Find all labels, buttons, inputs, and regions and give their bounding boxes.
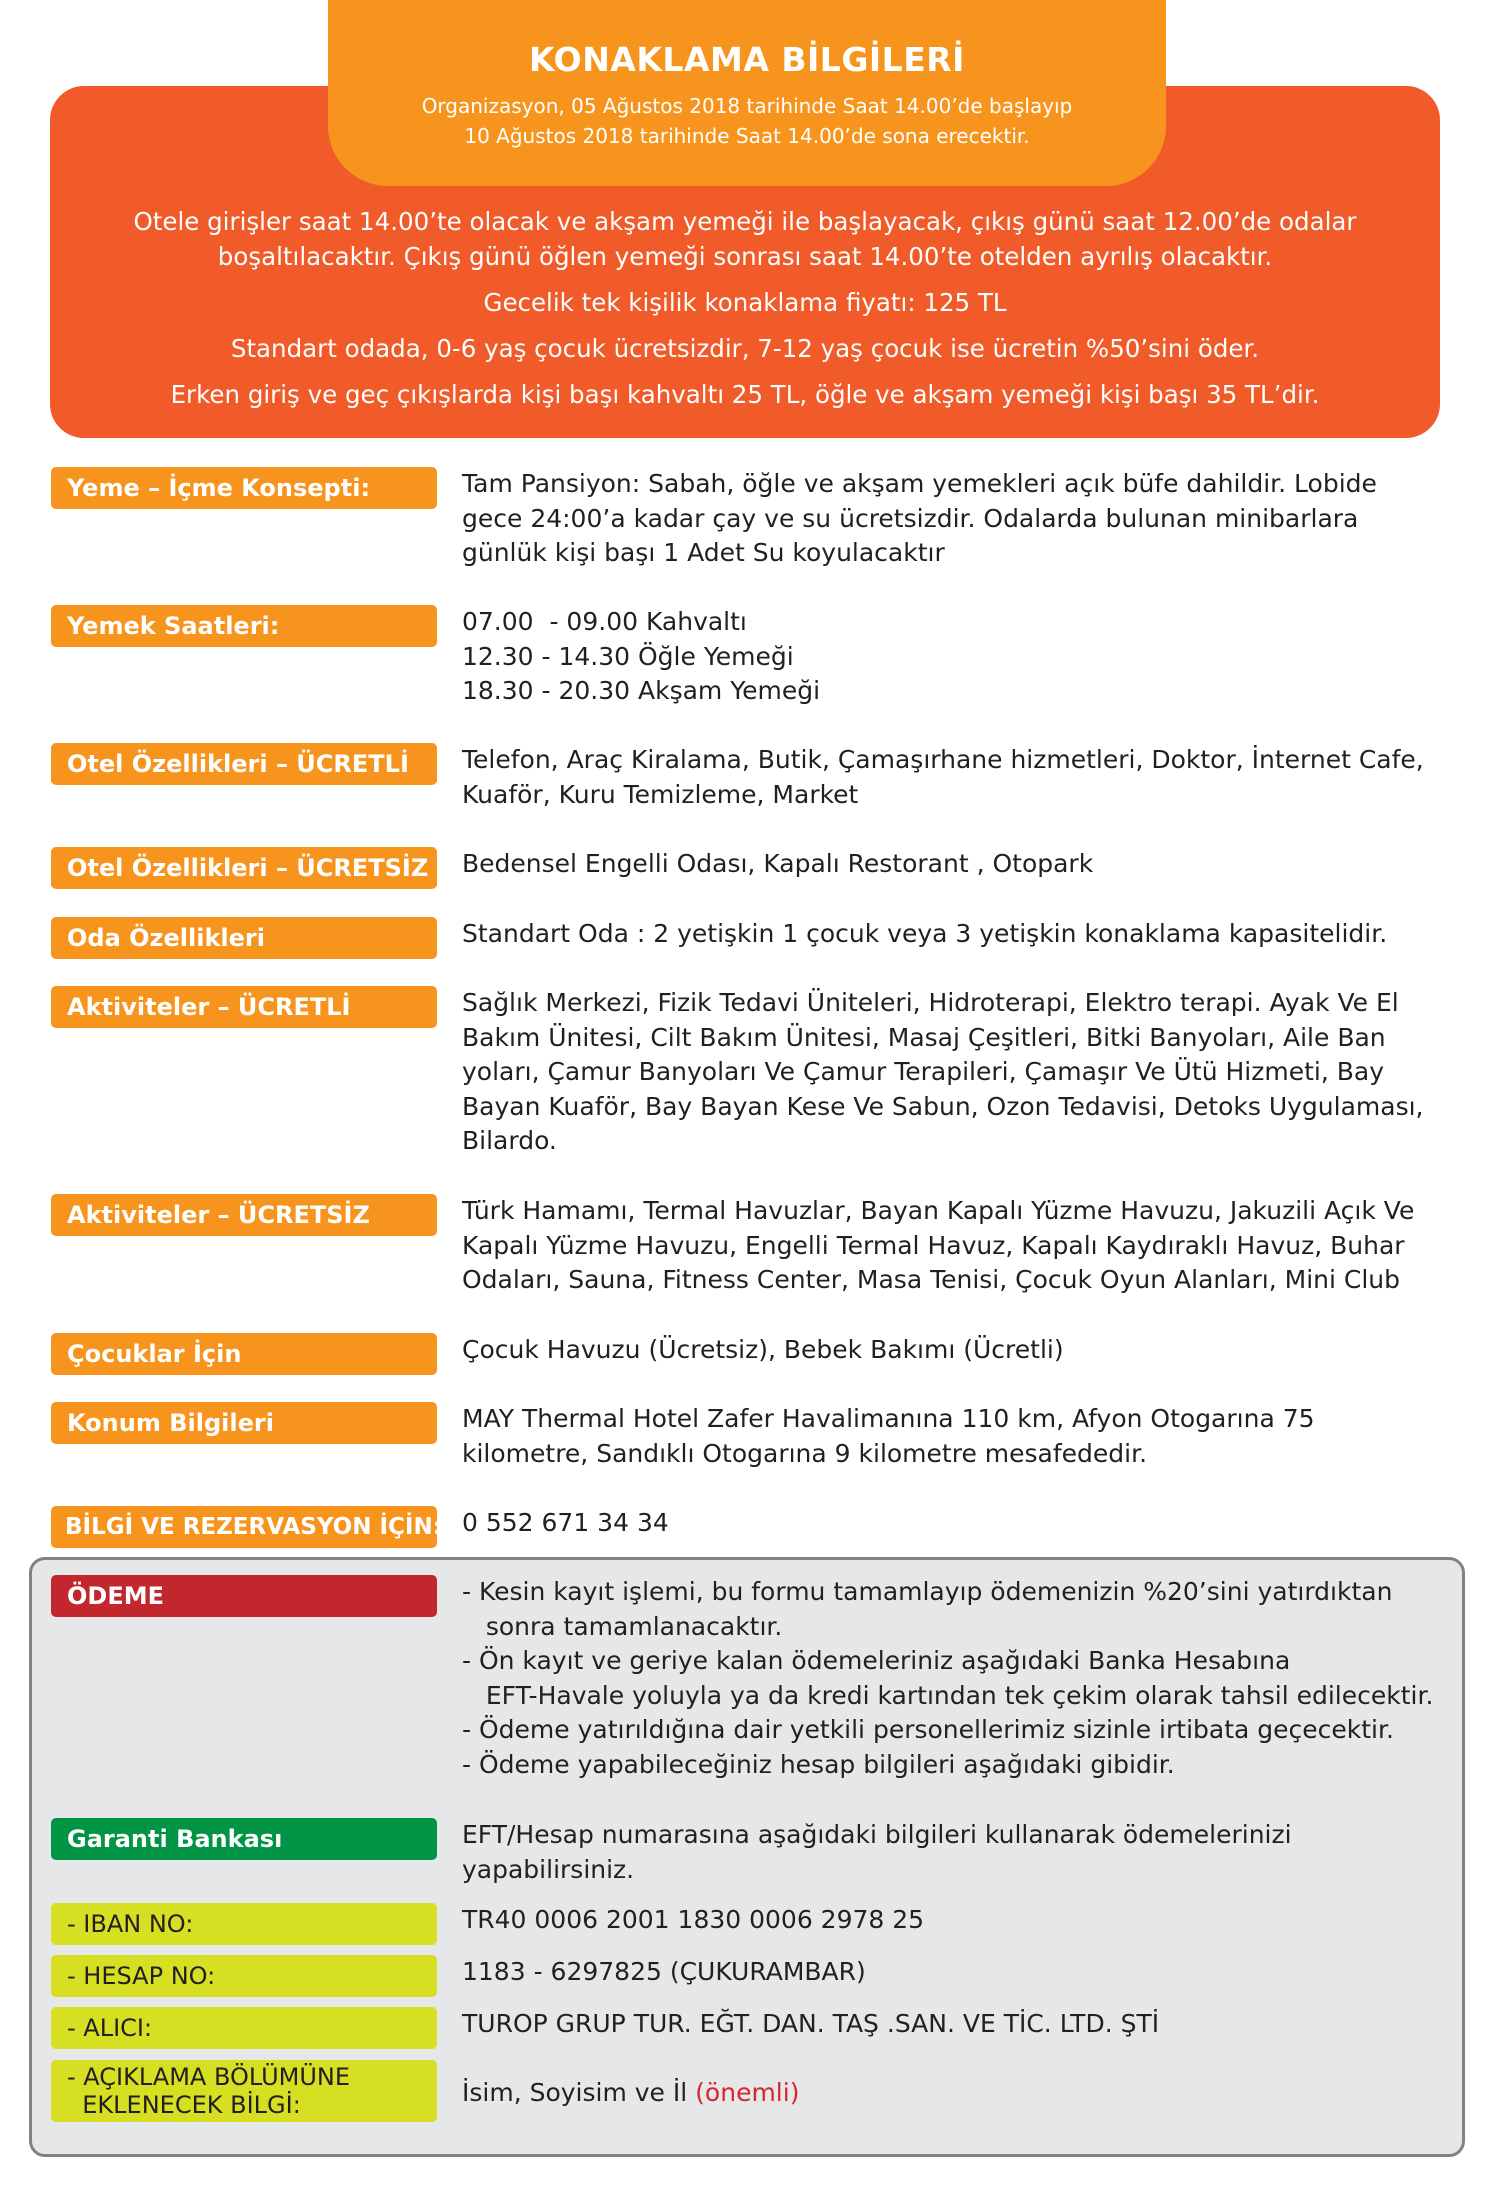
notice-price: Gecelik tek kişilik konaklama fiyatı: 125 TL bbox=[483, 288, 1007, 317]
row-content bbox=[462, 986, 1447, 1159]
content-line: Bedensel Engelli Odası, Kapalı Restorant , Otopark bbox=[462, 849, 1094, 878]
row-label: Aktiviteler – ÜCRETSİZ bbox=[51, 1194, 437, 1236]
content-line: Tam Pansiyon: Sabah, öğle ve akşam yemekleri açık büfe dahildir. Lobide bbox=[462, 469, 1377, 498]
content-line: 0 552 671 34 34 bbox=[462, 1508, 669, 1537]
description-content bbox=[462, 2076, 1447, 2111]
content-line: 12.30 - 14.30 Öğle Yemeği bbox=[462, 641, 794, 671]
bank-content bbox=[462, 1818, 1447, 1887]
row-label: Oda Özellikleri bbox=[51, 917, 437, 959]
description-label bbox=[51, 2060, 437, 2122]
header-subtitle-line: 10 Ağustos 2018 tarihinde Saat 14.00’de sona erecektir. bbox=[464, 124, 1030, 148]
row-label: Otel Özellikleri – ÜCRETLİ bbox=[51, 743, 437, 785]
row-content bbox=[462, 917, 1447, 952]
content-line: yapabilirsiniz. bbox=[462, 1854, 635, 1884]
row-label: Konum Bilgileri bbox=[51, 1402, 437, 1444]
content-line: 1183 - 6297825 (ÇUKURAMBAR) bbox=[462, 1957, 866, 1986]
description-note: (önemli) bbox=[695, 2078, 800, 2107]
content-line: Odaları, Sauna, Fitness Center, Masa Tenisi, Çocuk Oyun Alanları, Mini Club bbox=[462, 1265, 1400, 1294]
content-line: Bakım Ünitesi, Cilt Bakım Ünitesi, Masaj Çeşitleri, Bitki Banyoları, Aile Ban bbox=[462, 1022, 1386, 1052]
row-content bbox=[462, 743, 1447, 812]
content-line: Sağlık Merkezi, Fizik Tedavi Üniteleri, Hidroterapi, Elektro terapi. Ayak Ve El bbox=[462, 988, 1399, 1017]
row-label: Yeme – İçme Konsepti: bbox=[51, 467, 437, 509]
row-content bbox=[462, 847, 1447, 882]
content-line: 18.30 - 20.30 Akşam Yemeği bbox=[462, 676, 821, 705]
description-label-line: EKLENECEK BİLGİ: bbox=[67, 2091, 301, 2119]
content-line: - Ön kayıt ve geriye kalan ödemeleriniz aşağıdaki Banka Hesabına bbox=[462, 1646, 1291, 1675]
content-line: Telefon, Araç Kiralama, Butik, Çamaşırhane hizmetleri, Doktor, İnternet Cafe, bbox=[462, 745, 1424, 774]
content-line: kilometre, Sandıklı Otogarına 9 kilometre mesafededir. bbox=[462, 1438, 1148, 1468]
header-tab bbox=[328, 0, 1166, 186]
account-number-value bbox=[462, 1955, 1447, 1990]
content-line: Kuaför, Kuru Temizleme, Market bbox=[462, 779, 859, 809]
content-line: sonra tamamlanacaktır. bbox=[462, 1611, 783, 1641]
row-content bbox=[462, 1333, 1447, 1368]
notice-extra-meals: Erken giriş ve geç çıkışlarda kişi başı kahvaltı 25 TL, öğle ve akşam yemeği kişi başı 35 TL’dir. bbox=[170, 380, 1320, 409]
content-line: Türk Hamamı, Termal Havuzlar, Bayan Kapalı Yüzme Havuzu, Jakuzili Açık Ve bbox=[462, 1196, 1415, 1225]
account-label: - IBAN NO: bbox=[51, 1903, 437, 1945]
content-line: 07.00 - 09.00 Kahvaltı bbox=[462, 607, 747, 636]
content-line: MAY Thermal Hotel Zafer Havalimanına 110 km, Afyon Otogarına 75 bbox=[462, 1404, 1315, 1433]
payment-label: ÖDEME bbox=[51, 1575, 437, 1617]
payment-content bbox=[462, 1575, 1447, 1782]
content-line: EFT/Hesap numarasına aşağıdaki bilgileri kullanarak ödemelerinizi bbox=[462, 1820, 1292, 1849]
row-content bbox=[462, 467, 1447, 571]
row-content bbox=[462, 1402, 1447, 1471]
row-label: BİLGİ VE REZERVASYON İÇİN: bbox=[51, 1506, 437, 1548]
header-subtitle-line: Organizasyon, 05 Ağustos 2018 tarihinde Saat 14.00’de başlayıp bbox=[421, 94, 1073, 118]
content-line: Bayan Kuaför, Bay Bayan Kese Ve Sabun, Ozon Tedavisi, Detoks Uygulaması, bbox=[462, 1091, 1424, 1121]
content-line: EFT-Havale yoluyla ya da kredi kartından tek çekim olarak tahsil edilecektir. bbox=[462, 1680, 1434, 1710]
notice-child-policy: Standart odada, 0-6 yaş çocuk ücretsizdir, 7-12 yaş çocuk ise ücretin %50’sini öder. bbox=[230, 334, 1260, 363]
content-line: günlük kişi başı 1 Adet Su koyulacaktır bbox=[462, 538, 945, 567]
content-line: - Ödeme yapabileceğiniz hesap bilgileri aşağıdaki gibidir. bbox=[462, 1749, 1175, 1779]
row-label: Otel Özellikleri – ÜCRETSİZ bbox=[51, 847, 437, 889]
notice-intro-line: Otele girişler saat 14.00’te olacak ve akşam yemeği ile başlayacak, çıkış günü saat 12.00’de odalar bbox=[133, 207, 1357, 236]
notice-intro-line: boşaltılacaktır. Çıkış günü öğlen yemeği sonrası saat 14.00’te otelden ayrılış olacaktır. bbox=[217, 242, 1273, 271]
row-label: Yemek Saatleri: bbox=[51, 605, 437, 647]
row-label: Çocuklar İçin bbox=[51, 1333, 437, 1375]
account-label: - HESAP NO: bbox=[51, 1955, 437, 1997]
row-label: Aktiviteler – ÜCRETLİ bbox=[51, 986, 437, 1028]
reservation-phone bbox=[462, 1506, 1447, 1541]
content-line: Standart Oda : 2 yetişkin 1 çocuk veya 3 yetişkin konaklama kapasitelidir. bbox=[462, 919, 1388, 948]
content-line: TR40 0006 2001 1830 0006 2978 25 bbox=[462, 1905, 925, 1934]
notice-intro bbox=[90, 204, 1400, 274]
row-content bbox=[462, 1194, 1447, 1298]
content-line: - Kesin kayıt işlemi, bu formu tamamlayıp ödemenizin %20’sini yatırdıktan bbox=[462, 1577, 1393, 1606]
row-content bbox=[462, 605, 1447, 709]
content-line: Çocuk Havuzu (Ücretsiz), Bebek Bakımı (Ücretli) bbox=[462, 1335, 1064, 1364]
page-title: KONAKLAMA BİLGİLERİ bbox=[529, 40, 965, 79]
account-label: - ALICI: bbox=[51, 2007, 437, 2049]
content-line: Bilardo. bbox=[462, 1126, 557, 1155]
iban-value bbox=[462, 1903, 1447, 1938]
bank-label: Garanti Bankası bbox=[51, 1818, 437, 1860]
content-line: - Ödeme yatırıldığına dair yetkili personellerimiz sizinle irtibata geçecektir. bbox=[462, 1715, 1394, 1744]
content-line: yoları, Çamur Banyoları Ve Çamur Terapileri, Çamaşır Ve Ütü Hizmeti, Bay bbox=[462, 1057, 1384, 1086]
recipient-value bbox=[462, 2007, 1447, 2042]
content-line: Kapalı Yüzme Havuzu, Engelli Termal Havuz, Kapalı Kaydıraklı Havuz, Buhar bbox=[462, 1230, 1405, 1260]
content-line: TUROP GRUP TUR. EĞT. DAN. TAŞ .SAN. VE TİC. LTD. ŞTİ bbox=[462, 2009, 1160, 2038]
content-line: gece 24:00’a kadar çay ve su ücretsizdir. Odalarda bulunan minibarlara bbox=[462, 503, 1359, 533]
description-label-line: - AÇIKLAMA BÖLÜMÜNE bbox=[67, 2063, 351, 2091]
description-value: İsim, Soyisim ve İl bbox=[462, 2078, 688, 2107]
